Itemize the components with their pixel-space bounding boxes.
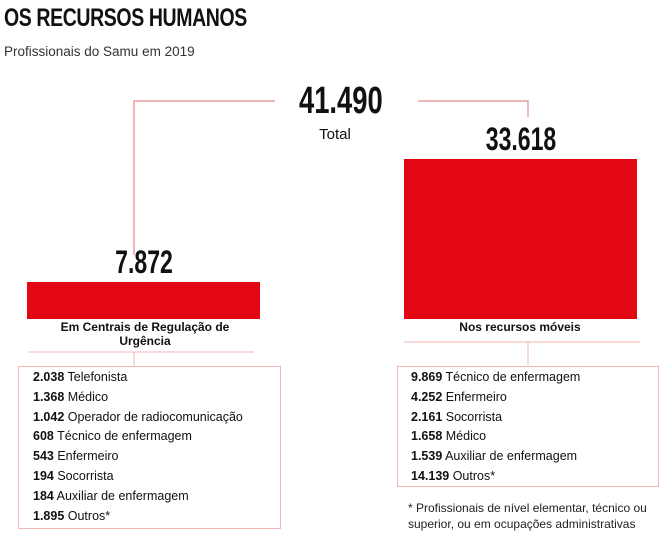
breakdown-item [33,467,280,487]
breakdown-item-value: 1.042 [33,409,65,424]
breakdown-item-label: Operador de radiocomunicação [64,409,243,424]
category-label-moveis: Nos recursos móveis [459,320,581,334]
breakdown-item-value: 2.161 [411,409,443,424]
breakdown-item-label: Auxiliar de enfermagem [442,449,578,464]
chart-title: OS RECURSOS HUMANOS [4,4,247,32]
breakdown-item [411,447,658,467]
breakdown-item [33,507,280,527]
breakdown-item-label: Outros* [449,468,496,483]
breakdown-item-label: Auxiliar de enfermagem [53,488,189,503]
breakdown-item-label: Médico [64,389,109,404]
left-connector-line [134,101,275,255]
breakdown-item-label: Socorrista [53,468,114,483]
breakdown-item-value: 543 [33,449,54,464]
breakdown-item [33,427,280,447]
breakdown-item-label: Socorrista [442,409,503,424]
breakdown-item-value: 9.869 [411,370,443,384]
breakdown-item [33,447,280,467]
breakdown-item [33,368,280,388]
breakdown-item-value: 608 [33,429,54,444]
bar-recursos-moveis [404,159,637,319]
breakdown-item-value: 1.895 [33,508,65,523]
breakdown-item [33,408,280,428]
bar-centrais-regulacao [27,282,260,319]
breakdown-item-value: 194 [33,468,54,483]
bar-value-label-centrais: 7.872 [114,243,173,280]
total-label: Total [319,126,351,143]
breakdown-item [411,368,658,388]
breakdown-item-value: 1.368 [33,389,65,404]
breakdown-item-label: Telefonista [64,370,128,384]
chart-subtitle: Profissionais do Samu em 2019 [4,44,195,59]
breakdown-item-value: 2.038 [33,370,65,384]
breakdown-item-value: 1.658 [411,429,443,444]
total-value: 41.490 [299,80,383,122]
breakdown-item-value: 14.139 [411,468,450,483]
breakdown-item-value: 184 [33,488,54,503]
bar-value-label-moveis: 33.618 [485,121,556,157]
breakdown-item-label: Outros* [64,508,111,523]
breakdown-item [411,467,658,487]
breakdown-item [411,388,658,408]
breakdown-item-value: 4.252 [411,389,443,404]
breakdown-list-moveis [397,366,659,487]
right-connector-line [418,101,528,117]
breakdown-item-value: 1.539 [411,449,443,464]
breakdown-item [33,487,280,507]
breakdown-item [33,388,280,408]
breakdown-item-label: Técnico de enfermagem [53,429,192,444]
breakdown-item-label: Enfermeiro [53,449,119,464]
breakdown-item-label: Médico [442,429,487,444]
breakdown-item [411,427,658,447]
breakdown-item-label: Técnico de enfermagem [442,370,581,384]
category-label-centrais: Em Centrais de Regulação de Urgência [60,320,230,348]
footnote: * Profissionais de nível elementar, técnico ou superior, ou em ocupações administrativas [408,501,647,531]
breakdown-item [411,408,658,428]
breakdown-list-centrais [18,366,281,529]
breakdown-item-label: Enfermeiro [442,389,507,404]
